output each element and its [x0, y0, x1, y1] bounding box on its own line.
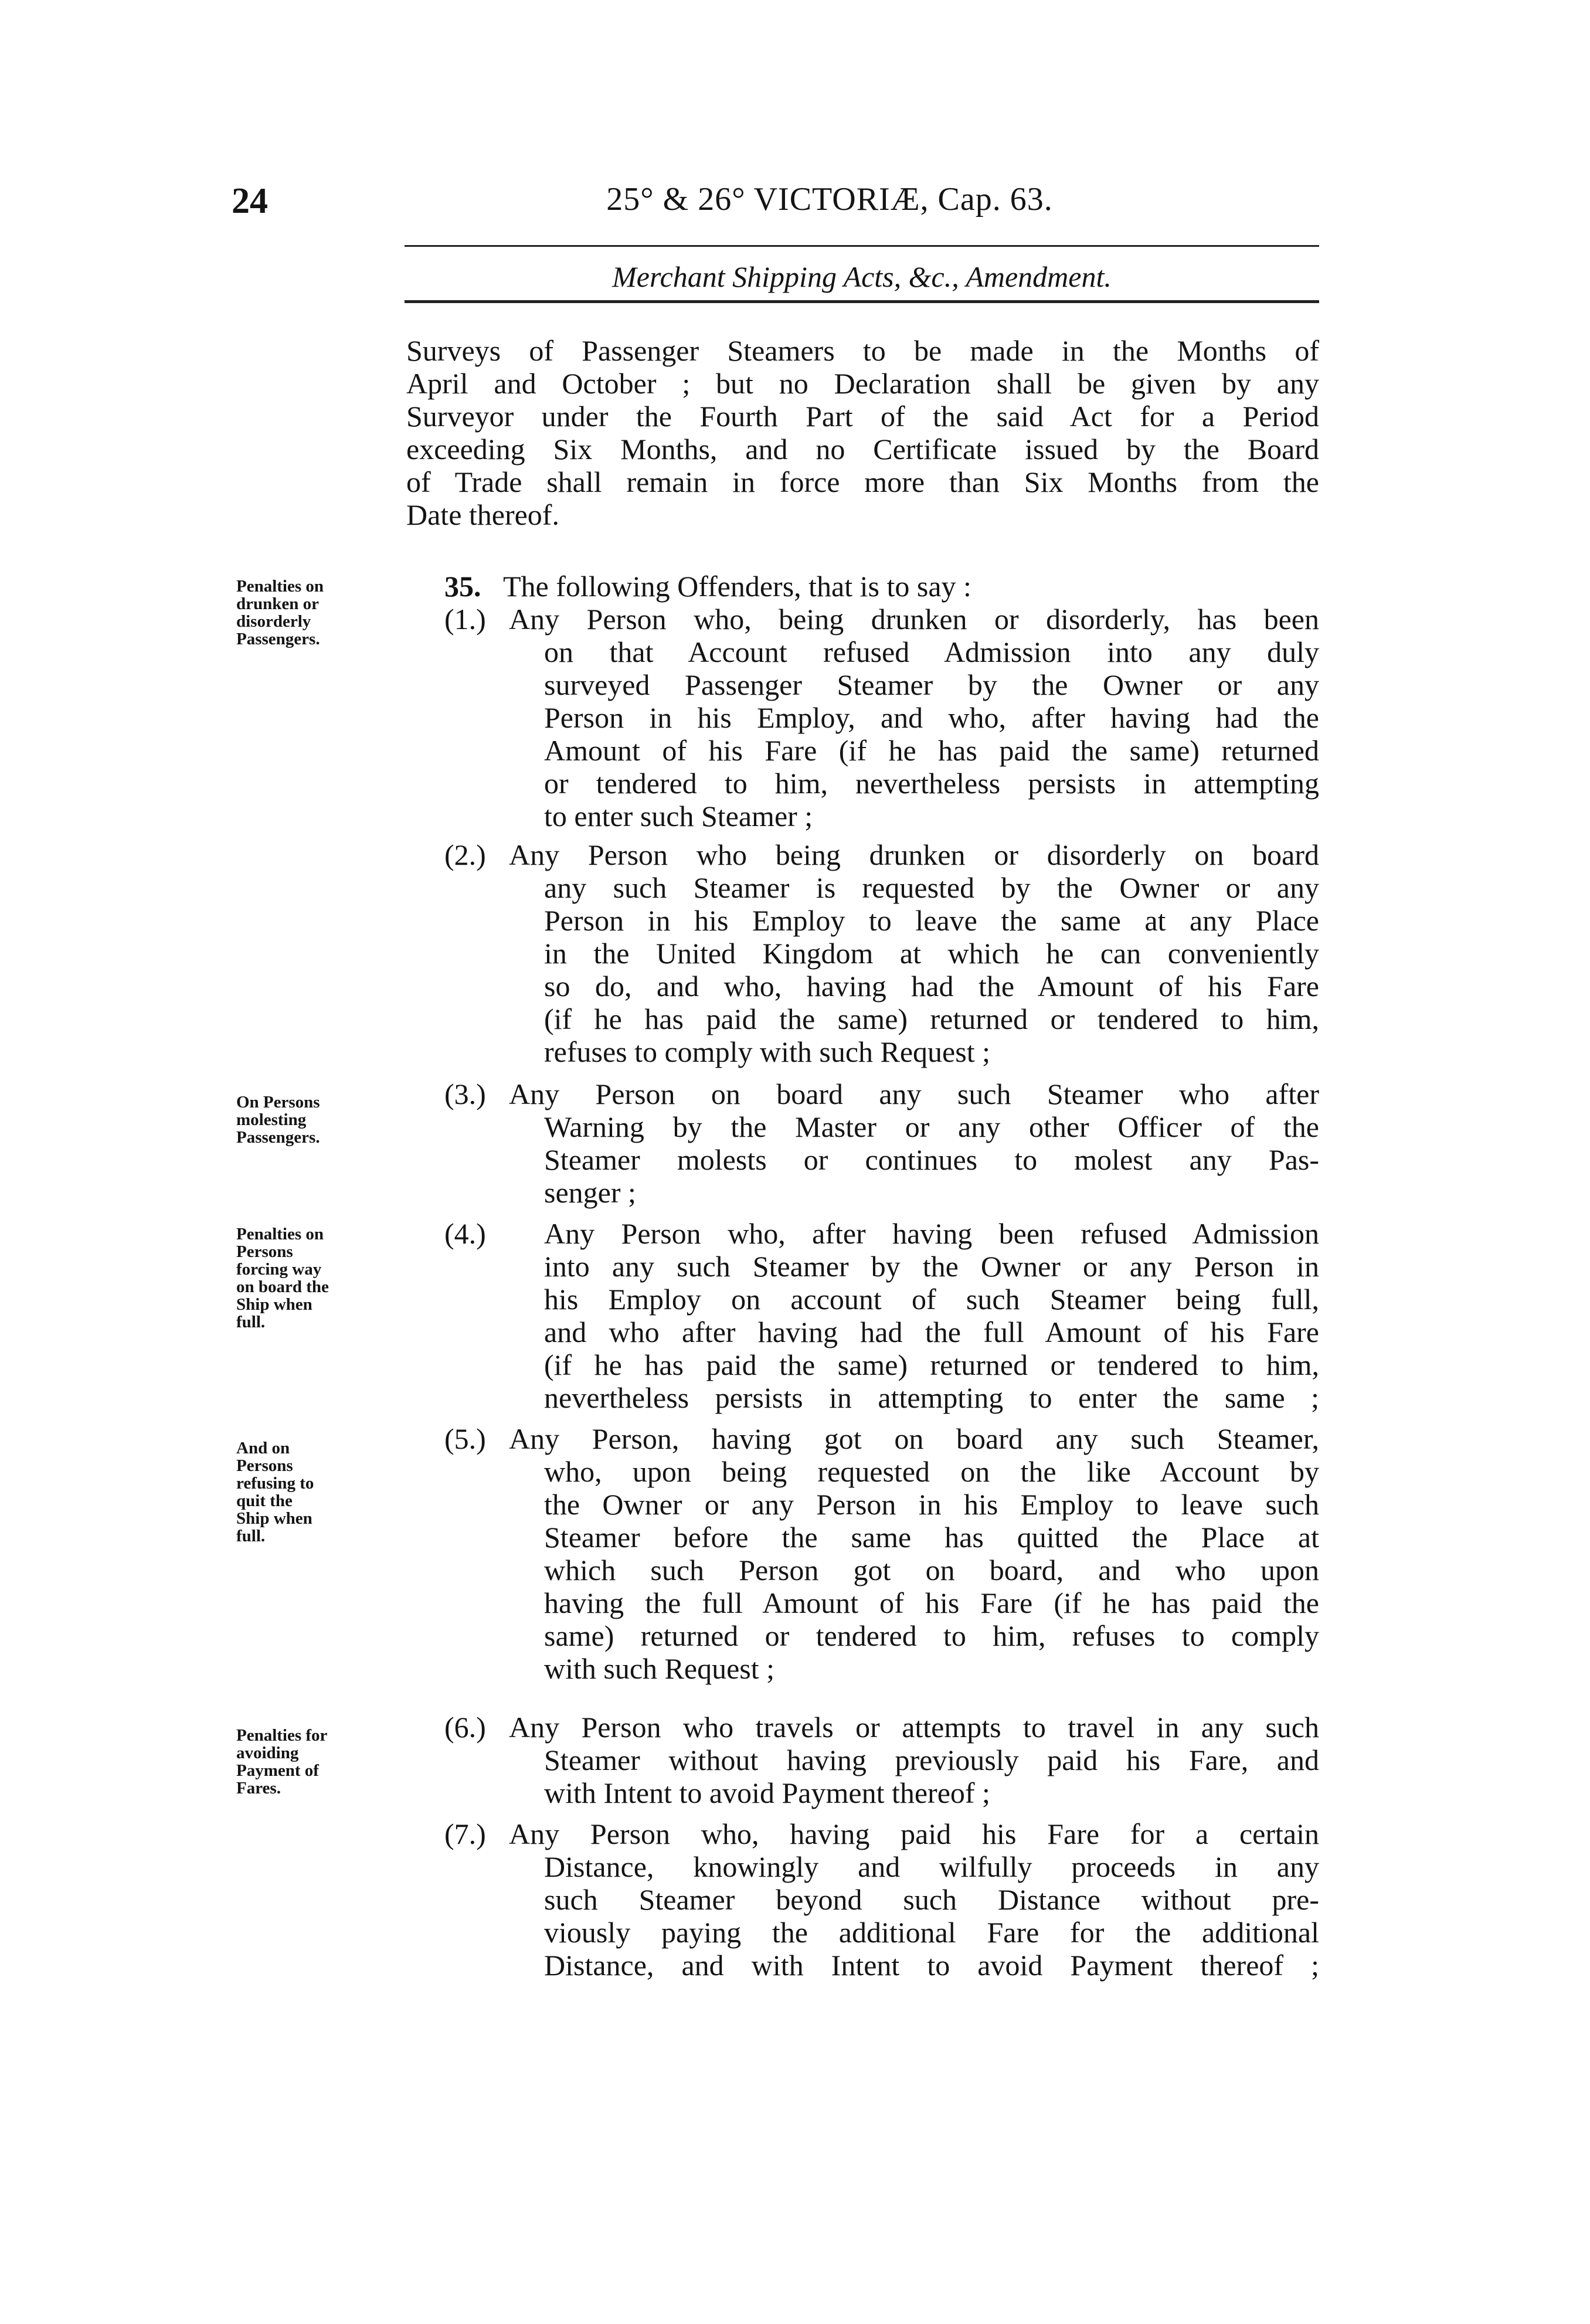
intro-line: Surveys of Passenger Steamers to be made in the Months of — [406, 334, 1319, 367]
header-rule-top — [405, 245, 1319, 247]
side-note-line: full. — [236, 1313, 266, 1331]
side-note-line: On Persons — [236, 1093, 320, 1112]
clause-line: Any Person who, after having been refused Admission — [544, 1217, 1319, 1250]
clause-line: with such Request ; — [544, 1652, 775, 1685]
clause-line: Any Person who, being drunken or disorderly, has been — [509, 603, 1319, 636]
side-note-line: Passengers. — [236, 630, 320, 648]
side-note-line: refusing to — [236, 1474, 314, 1493]
intro-line: April and October ; but no Declaration shall be given by any — [406, 367, 1319, 400]
page-number: 24 — [232, 181, 268, 221]
side-note-drunken-passengers — [236, 577, 383, 648]
side-note-line: molesting — [236, 1110, 307, 1129]
intro-line: exceeding Six Months, and no Certificate issued by the Board — [406, 433, 1319, 466]
side-note-line: Payment of — [236, 1761, 319, 1780]
section-heading: The following Offenders, that is to say : — [503, 570, 971, 603]
side-note-line: Persons — [236, 1456, 293, 1475]
clause-line: Person in his Employ to leave the same at any Place — [544, 904, 1319, 937]
running-title: 25° & 26° VICTORIÆ, Cap. 63. — [606, 181, 1053, 218]
intro-line: Date thereof. — [406, 498, 559, 531]
side-note-line: drunken or — [236, 594, 320, 613]
side-note-line: Penalties on — [236, 1225, 324, 1243]
side-note-line: And on — [236, 1439, 290, 1457]
side-note-line: quit the — [236, 1491, 293, 1510]
clause-line: refuses to comply with such Request ; — [544, 1035, 990, 1068]
clause-line: Steamer molests or continues to molest any Pas- — [544, 1143, 1319, 1176]
clause-number: (3.) — [444, 1078, 486, 1110]
clause-line: same) returned or tendered to him, refuses to comply — [544, 1619, 1319, 1652]
clause-line: senger ; — [544, 1176, 636, 1209]
clause-line: (if he has paid the same) returned or tendered to him, — [544, 1348, 1319, 1381]
subtitle: Merchant Shipping Acts, &c., Amendment. — [612, 260, 1112, 293]
clause-number: (2.) — [444, 838, 486, 871]
clause-line: (if he has paid the same) returned or tendered to him, — [544, 1003, 1319, 1035]
side-note-line: on board the — [236, 1277, 329, 1296]
clause-line: Any Person, having got on board any such Steamer, — [509, 1422, 1319, 1455]
clause-line: which such Person got on board, and who upon — [544, 1554, 1319, 1586]
clause-line: viously paying the additional Fare for the additional — [544, 1916, 1319, 1949]
clause-line: to enter such Steamer ; — [544, 800, 813, 833]
side-note-line: Penalties on — [236, 577, 324, 596]
side-note-line: Fares. — [236, 1779, 281, 1798]
clause-line: his Employ on account of such Steamer being full, — [544, 1283, 1319, 1316]
clause-line: with Intent to avoid Payment thereof ; — [544, 1776, 990, 1809]
clause-line: Distance, and with Intent to avoid Payment thereof ; — [544, 1949, 1319, 1982]
side-note-line: disorderly — [236, 612, 311, 631]
side-note-line: Ship when — [236, 1295, 312, 1314]
clause-line: so do, and who, having had the Amount of his Fare — [544, 970, 1319, 1003]
clause-line: Amount of his Fare (if he has paid the same) returned — [544, 734, 1319, 767]
clause-line: into any such Steamer by the Owner or any Person in — [544, 1250, 1319, 1283]
clause-line: nevertheless persists in attempting to enter the same ; — [544, 1381, 1319, 1414]
clause-number: (1.) — [444, 603, 486, 636]
clause-number: (6.) — [444, 1711, 486, 1744]
clause-line: Distance, knowingly and wilfully proceeds in any — [544, 1850, 1319, 1883]
clause-line: Any Person who being drunken or disorderly on board — [509, 838, 1319, 871]
clause-line: in the United Kingdom at which he can conveniently — [544, 937, 1319, 970]
section-number: 35. — [444, 570, 481, 603]
side-note-line: Ship when — [236, 1509, 312, 1528]
clause-line: on that Account refused Admission into any duly — [544, 636, 1319, 668]
clause-line: Steamer before the same has quitted the Place at — [544, 1521, 1319, 1554]
side-note-molesting — [236, 1093, 383, 1146]
intro-line: Surveyor under the Fourth Part of the said Act for a Period — [406, 400, 1319, 433]
clause-line: Any Person on board any such Steamer who after — [509, 1078, 1319, 1110]
clause-number: (4.) — [444, 1217, 486, 1250]
clause-line: the Owner or any Person in his Employ to leave such — [544, 1488, 1319, 1521]
clause-line: Steamer without having previously paid his Fare, and — [544, 1744, 1319, 1776]
side-note-line: Passengers. — [236, 1128, 320, 1147]
clause-line: Any Person who travels or attempts to travel in any such — [509, 1711, 1319, 1744]
intro-line: of Trade shall remain in force more than Six Months from the — [406, 466, 1319, 498]
side-note-line: full. — [236, 1527, 266, 1545]
side-note-avoiding-fares — [236, 1727, 383, 1797]
clause-line: Person in his Employ, and who, after having had the — [544, 701, 1319, 734]
clause-line: or tendered to him, nevertheless persists in attempting — [544, 767, 1319, 800]
clause-line: and who after having had the full Amount of his Fare — [544, 1316, 1319, 1348]
side-note-forcing-way — [236, 1225, 383, 1331]
clause-line: having the full Amount of his Fare (if he has paid the — [544, 1586, 1319, 1619]
clause-line: any such Steamer is requested by the Owner or any — [544, 871, 1319, 904]
side-note-line: avoiding — [236, 1744, 299, 1762]
side-note-line: Penalties for — [236, 1726, 328, 1745]
side-note-line: forcing way — [236, 1260, 322, 1279]
clause-number: (5.) — [444, 1422, 486, 1455]
side-note-refusing-to-quit — [236, 1439, 383, 1545]
clause-line: surveyed Passenger Steamer by the Owner or any — [544, 668, 1319, 701]
clause-line: Warning by the Master or any other Officer of the — [544, 1110, 1319, 1143]
clause-line: Any Person who, having paid his Fare for a certain — [509, 1817, 1319, 1850]
clause-line: such Steamer beyond such Distance without pre- — [544, 1883, 1319, 1916]
clause-line: who, upon being requested on the like Account by — [544, 1455, 1319, 1488]
side-note-line: Persons — [236, 1242, 293, 1261]
clause-number: (7.) — [444, 1817, 486, 1850]
header-rule-bottom — [405, 300, 1319, 303]
